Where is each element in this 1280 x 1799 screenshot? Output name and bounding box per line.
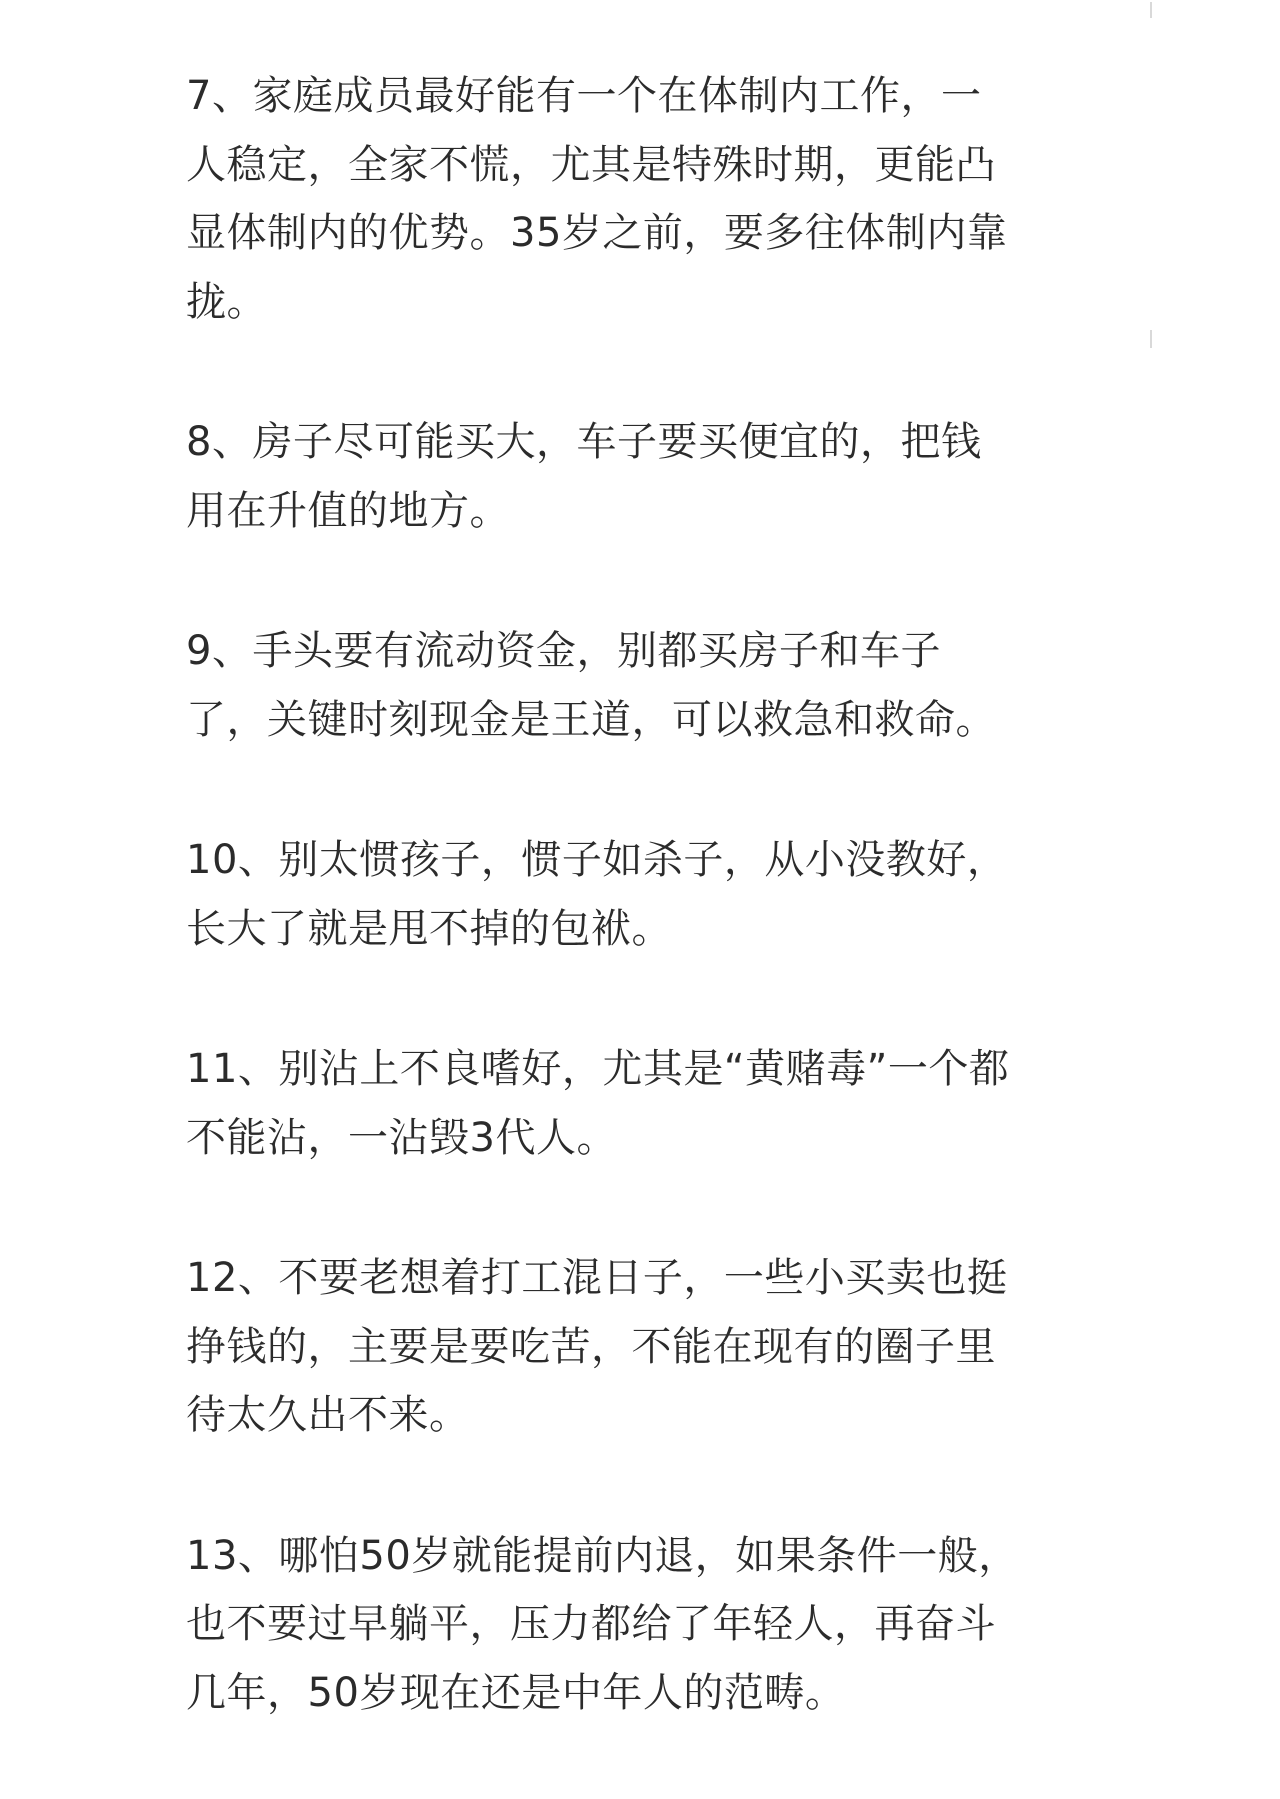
text-line: 待太久出不来。 xyxy=(186,1392,470,1438)
text-line: 13、哪怕50岁就能提前内退，如果条件一般， xyxy=(186,1532,1019,1579)
text-line: 挣钱的，主要是要吃苦，不能在现有的圈子里 xyxy=(186,1323,996,1370)
paragraph-11 xyxy=(186,1035,1096,1172)
article-body xyxy=(186,62,1096,1799)
paragraph-10 xyxy=(186,826,1096,963)
text-line: 12、不要老想着打工混日子，一些小买卖也挺 xyxy=(186,1255,1008,1301)
text-line: 9、手头要有流动资金，别都买房子和车子 xyxy=(186,628,941,674)
edge-mark xyxy=(1150,2,1152,18)
paragraph-12 xyxy=(186,1244,1096,1450)
text-line: 人稳定，全家不慌，尤其是特殊时期，更能凸 xyxy=(186,141,996,188)
text-line: 不能沾，一沾毁3代人。 xyxy=(186,1114,617,1161)
text-line: 几年，50岁现在还是中年人的范畴。 xyxy=(186,1669,846,1716)
paragraph-7 xyxy=(186,62,1096,336)
paragraph-13 xyxy=(186,1522,1096,1728)
paragraph-9 xyxy=(186,617,1096,754)
text-line: 用在升值的地方。 xyxy=(186,487,510,534)
text-line: 10、别太惯孩子，惯子如杀子，从小没教好， xyxy=(186,837,1008,883)
text-line: 拢。 xyxy=(186,278,267,325)
text-line: 8、房子尽可能买大，车子要买便宜的，把钱 xyxy=(186,419,982,465)
text-line: 也不要过早躺平，压力都给了年轻人，再奋斗 xyxy=(186,1601,996,1647)
text-line: 长大了就是甩不掉的包袱。 xyxy=(186,905,672,952)
text-line: 了，关键时刻现金是王道，可以救急和救命。 xyxy=(186,696,996,743)
text-line: 7、家庭成员最好能有一个在体制内工作，一 xyxy=(186,73,982,119)
text-line: 11、别沾上不良嗜好，尤其是“黄赌毒”一个都 xyxy=(186,1046,1010,1092)
text-line: 显体制内的优势。35岁之前，要多往体制内靠 xyxy=(186,210,1008,256)
edge-mark xyxy=(1150,330,1152,348)
paragraph-8 xyxy=(186,408,1096,545)
